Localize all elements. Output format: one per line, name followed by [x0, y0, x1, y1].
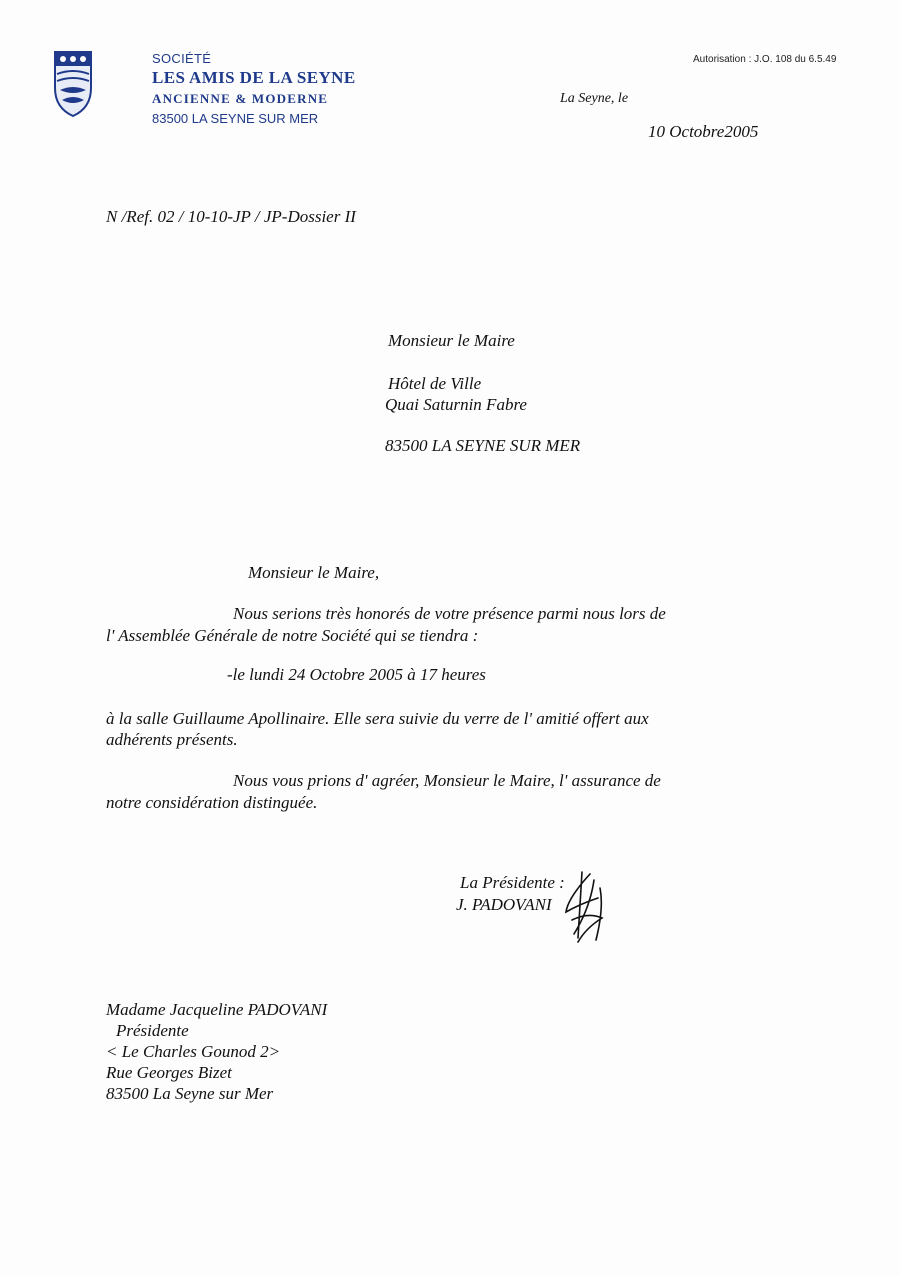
letterhead-address: 83500 LA SEYNE SUR MER — [152, 111, 319, 126]
letterhead-subtitle: ANCIENNE & MODERNE — [152, 91, 329, 106]
reference-line: N /Ref. 02 / 10-10-JP / JP-Dossier II — [106, 207, 356, 226]
authorisation-note: Autorisation : J.O. 108 du 6.5.49 — [693, 54, 837, 65]
handwritten-signature — [560, 868, 610, 948]
event-line: -le lundi 24 Octobre 2005 à 17 heures — [227, 665, 486, 684]
sender-line-3: < Le Charles Gounod 2> — [106, 1042, 281, 1061]
sender-line-1: Madame Jacqueline PADOVANI — [106, 1000, 328, 1019]
letterhead-name: LES AMIS DE LA SEYNE — [152, 68, 356, 87]
sender-line-5: 83500 La Seyne sur Mer — [106, 1084, 274, 1103]
paragraph-2-line-1: à la salle Guillaume Apollinaire. Elle sera suivie du verre de l' amitié offert aux — [106, 709, 649, 728]
recipient-line-3: Quai Saturnin Fabre — [385, 395, 527, 414]
paragraph-3-line-2: notre considération distinguée. — [106, 793, 318, 812]
sender-line-4: Rue Georges Bizet — [106, 1063, 232, 1082]
recipient-line-4: 83500 LA SEYNE SUR MER — [385, 436, 581, 455]
signature-title: La Présidente : — [460, 873, 565, 892]
recipient-line-1: Monsieur le Maire — [388, 331, 515, 350]
coat-of-arms-icon — [52, 48, 94, 118]
salutation: Monsieur le Maire, — [248, 563, 380, 582]
letter-date: 10 Octobre2005 — [648, 122, 759, 141]
paragraph-3-line-1: Nous vous prions d' agréer, Monsieur le Maire, l' assurance de — [233, 771, 661, 790]
place-label: La Seyne, le — [560, 91, 629, 106]
recipient-line-2: Hôtel de Ville — [388, 374, 482, 393]
paragraph-1-line-2: l' Assemblée Générale de notre Société qui se tiendra : — [106, 626, 479, 645]
letterhead-societe: SOCIÉTÉ — [152, 51, 212, 66]
paragraph-1-line-1: Nous serions très honorés de votre présence parmi nous lors de — [233, 604, 666, 623]
paragraph-2-line-2: adhérents présents. — [106, 730, 238, 749]
sender-line-2: Présidente — [116, 1021, 189, 1040]
signature-name: J. PADOVANI — [456, 895, 552, 914]
